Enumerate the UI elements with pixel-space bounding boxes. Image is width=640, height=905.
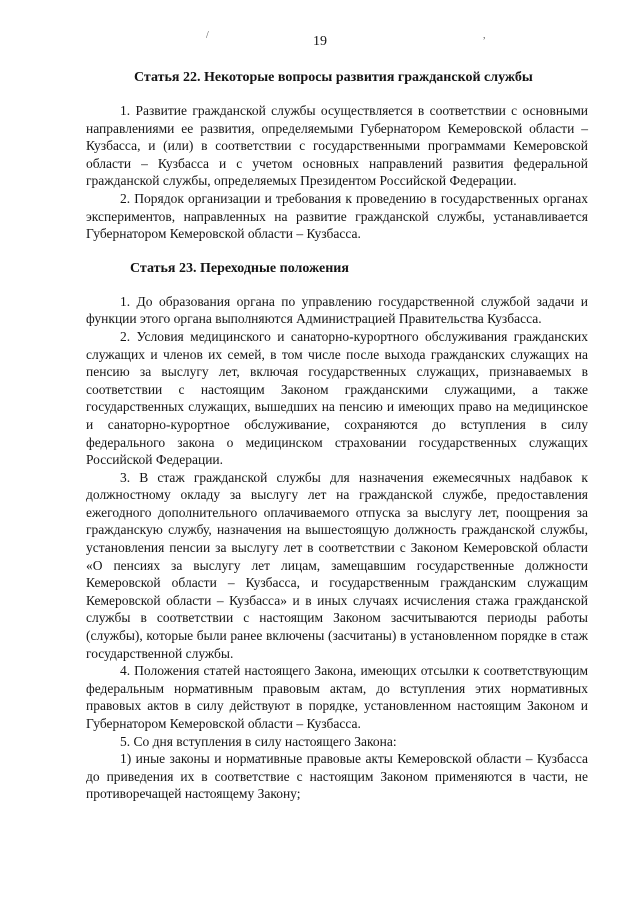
article-22 <box>86 68 588 243</box>
article-22-body <box>86 102 588 243</box>
paragraph: 1. Развитие гражданской службы осуществляется в соответствии с основными направлениями ее развития, определяемыми Губернатором Кемеровской области – Кузбасса, и (или) в соответствии с государственными программами Кемеровской области – Кузбасса и с учетом основных направлений развития федеральной гражданской службы, определяемых Президентом Российской Федерации. <box>86 103 588 189</box>
article-23 <box>86 259 588 803</box>
paragraph: 4. Положения статей настоящего Закона, имеющих отсылки к соответствующим федеральным нормативным правовым актам, до вступления этих нормативных правовых актов в силу действуют в порядке, установленном настоящим Законом и Губернатором Кемеровской области – Кузбасса. <box>86 663 588 731</box>
paragraph: 1) иные законы и нормативные правовые акты Кемеровской области – Кузбасса до приведения их в соответствие с настоящим Законом применяются в части, не противоречащей настоящему Закону; <box>86 751 588 802</box>
article-22-title: Статья 22. Некоторые вопросы развития гражданской службы <box>134 70 533 85</box>
scan-mark: , <box>483 30 486 41</box>
document-body <box>86 64 588 803</box>
article-23-title: Статья 23. Переходные положения <box>130 260 349 276</box>
paragraph: 5. Со дня вступления в силу настоящего Закона: <box>120 733 397 749</box>
article-23-body <box>86 293 588 803</box>
scan-mark: / <box>206 30 209 41</box>
page-number: 19 <box>313 34 327 49</box>
paragraph: 2. Условия медицинского и санаторно-курортного обслуживания гражданских служащих и членов их семей, в том числе после выхода гражданских служащих на пенсию за выслугу лет, включая государственных служащих, признаваемых в соответствии с настоящим Законом гражданскими служащими, а также государственных служащих, вышедших на пенсию и имеющих право на медицинское и санаторно-курортное обслуживание, сохраняются до вступления в силу федерального закона о медицинском страховании государственных служащих Российской Федерации. <box>86 328 588 468</box>
paragraph: 3. В стаж гражданской службы для назначения ежемесячных надбавок к должностному окладу за выслугу лет на гражданской службе, предоставления ежегодного дополнительного оплачиваемого отпуска за выслугу лет, поощрения за гражданскую службу, назначения на вышестоящую должность гражданской службы, установления пенсии за выслугу лет в соответствии с Законом Кемеровской области «О пенсиях за выслугу лет лицам, замещавшим государственные должности Кемеровской области – Кузбасса, и государственным гражданским служащим Кемеровской области – Кузбасса» и в иных случаях исчисления стажа гражданской службы в соответствии с настоящим Законом засчитываются периоды работы (службы), которые были ранее включены (засчитаны) в установленном порядке в стаж государственной службы. <box>86 469 588 661</box>
paragraph: 2. Порядок организации и требования к проведению в государственных органах экспериментов, направленных на развитие гражданской службы, устанавливается Губернатором Кемеровской области – Кузбасса. <box>86 190 588 242</box>
paragraph: 1. До образования органа по управлению государственной службой задачи и функции этого органа выполняются Администрацией Правительства Кузбасса. <box>86 293 588 327</box>
